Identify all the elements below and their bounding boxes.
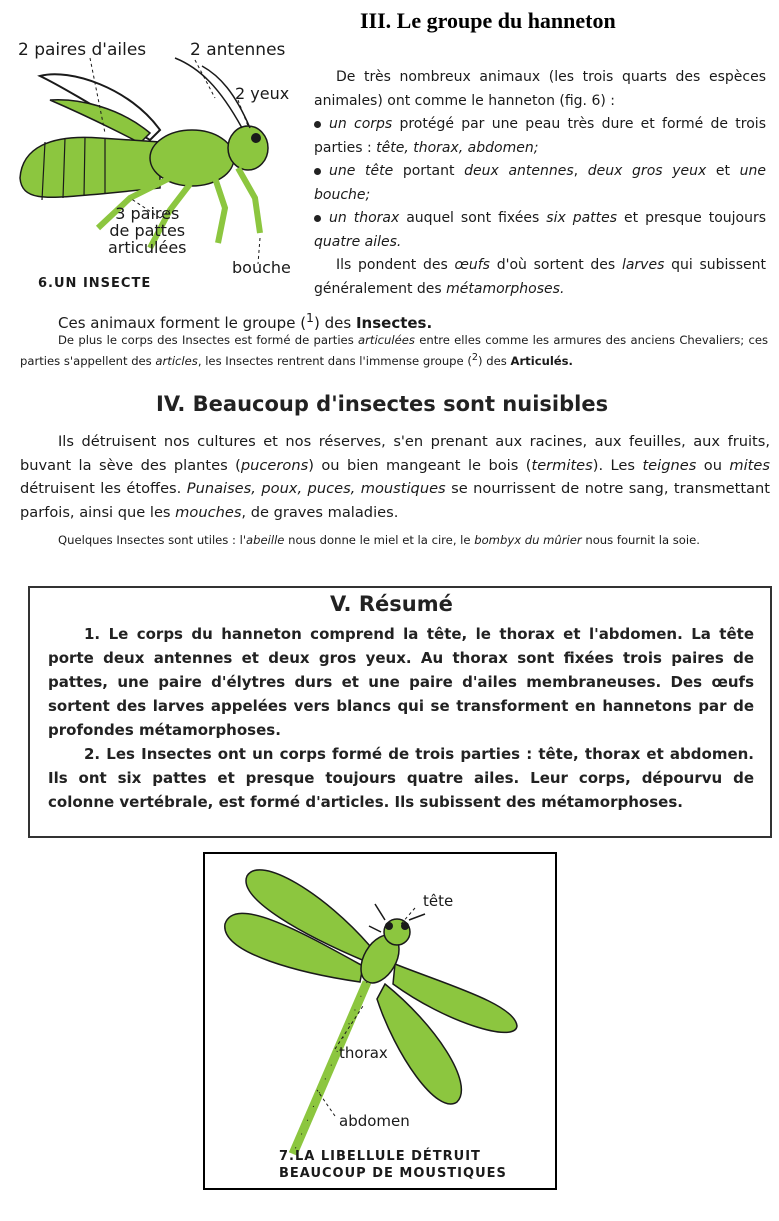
intro-text — [314, 66, 766, 301]
bullet-head: une tête portant deux antennes, deux gros yeux et une bouche; — [314, 163, 766, 203]
summary-text — [48, 622, 754, 814]
summary-paragraph-1: 1. Le corps du hanneton comprend la tête, le thorax et l'abdomen. La tête porte deux antennes et deux gros yeux. Au thorax sont fixées trois paires de pattes, une paire d'élytres durs et une paire d'ailes membraneuses. Des œufs sortent des larves appelées vers blancs qui se transforment en hannetons par de profondes métamorphoses. — [48, 625, 754, 739]
label-mouth: bouche — [232, 258, 291, 277]
label-eyes: 2 yeux — [235, 84, 290, 103]
useful-paragraph: Quelques Insectes sont utiles : l'abeille nous donne le miel et la cire, le bombyx du mûrier nous fournit la soie. — [58, 533, 700, 547]
figure7-caption — [279, 1148, 507, 1182]
label-antennae: 2 antennes — [190, 40, 286, 60]
intro-paragraph: De très nombreux animaux (les trois quarts des espèces animales) ont comme le hanneton (fig. 6) : — [314, 69, 766, 109]
summary-box — [28, 586, 772, 838]
label-abdomen: abdomen — [339, 1112, 410, 1130]
harmful-paragraph: Ils détruisent nos cultures et nos réserves, s'en prenant aux racines, aux feuilles, aux fruits, buvant la sève des plantes (pucerons) ou bien mangeant le bois (termites). Les teignes ou mites détruisent les étoffes. Punaises, poux, puces, moustiques se nourrissent de notre sang, transmettant parfois, ainsi que les mouches, de graves maladies. — [20, 433, 770, 521]
figure7-caption-line1: 7.LA LIBELLULE DÉTRUIT — [279, 1149, 481, 1164]
bullet-thorax: un thorax auquel sont fixées six pattes et presque toujours quatre ailes. — [314, 210, 767, 250]
label-wings: 2 paires d'ailes — [18, 40, 147, 60]
articulated-paragraph: De plus le corps des Insectes est formé de parties articulées entre elles comme les armures des anciens Chevaliers; ces parties s'appellent des articles, les Insectes rentrent dans l'immense groupe ($^2$) des Articulés. — [20, 333, 768, 368]
bullet-icon — [314, 215, 321, 222]
figure6-caption: 6.UN INSECTE — [38, 276, 152, 291]
label-legs-line1: 3 paires — [115, 204, 180, 223]
eggs-paragraph: Ils pondent des œufs d'où sortent des larves qui subissent généralement des métamorphoses. — [314, 257, 766, 297]
summary-heading: V. Résumé — [330, 592, 453, 616]
label-head: tête — [423, 892, 454, 910]
label-thorax: thorax — [339, 1044, 388, 1062]
dragonfly-illustration — [205, 854, 555, 1188]
page-title: III. Le groupe du hanneton — [360, 8, 616, 33]
figure-insect — [10, 38, 310, 300]
bullet-body: un corps protégé par une peau très dure et formé de trois parties : tête, thorax, abdomen; — [314, 116, 766, 156]
label-legs-line3: articulées — [108, 237, 187, 257]
bullet-icon — [314, 168, 321, 175]
insects-group-line: Ces animaux forment le groupe ($^1$) des Insectes. — [58, 310, 433, 332]
summary-paragraph-2: 2. Les Insectes ont un corps formé de trois parties : tête, thorax et abdomen. Ils ont six pattes et presque toujours quatre ailes. Leur corps, dépourvu de colonne vertébrale, est formé d'articles. Ils subissent des métamorphoses. — [48, 745, 754, 811]
label-legs-line2: de pattes — [109, 220, 186, 240]
figure7-caption-line2: BEAUCOUP DE MOUSTIQUES — [279, 1166, 507, 1181]
bullet-icon — [314, 121, 321, 128]
label-legs — [108, 206, 187, 256]
section4-heading: IV. Beaucoup d'insectes sont nuisibles — [156, 392, 609, 416]
figure-dragonfly — [203, 852, 557, 1190]
